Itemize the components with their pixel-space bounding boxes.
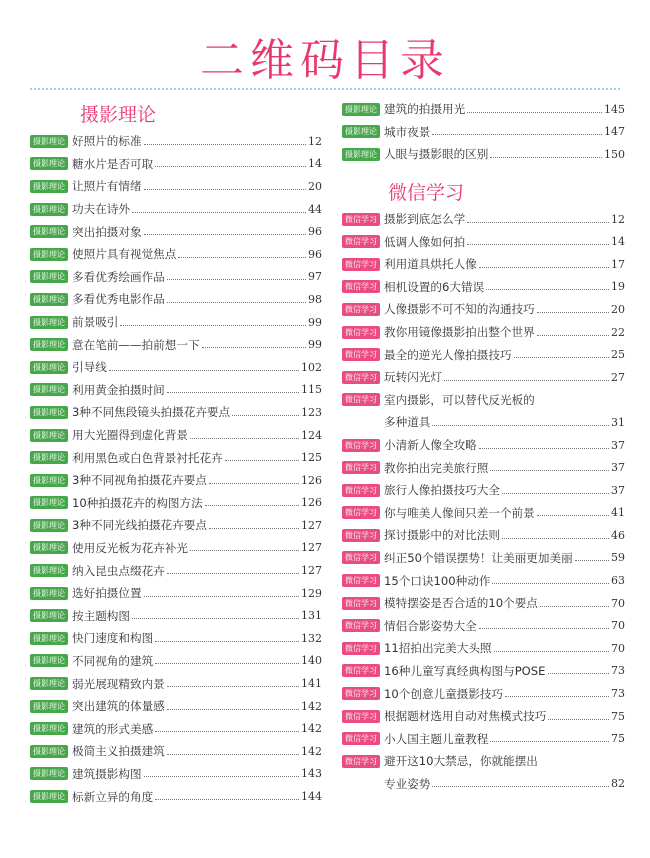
dot-leader (155, 166, 306, 167)
toc-entry[interactable] (30, 379, 322, 402)
page-number: 129 (301, 586, 322, 600)
page-number: 102 (301, 360, 322, 374)
dot-leader (432, 425, 609, 426)
page-number: 142 (301, 744, 322, 758)
page-number: 12 (308, 134, 322, 148)
wechat-list (342, 208, 625, 795)
category-tag: 微信学习 (342, 732, 380, 745)
category-tag: 微信学习 (342, 710, 380, 723)
category-tag: 微信学习 (342, 664, 380, 677)
page-number: 20 (611, 302, 625, 316)
entry-title: 利用道具烘托人像 (384, 257, 477, 272)
entry-title: 前景吸引 (72, 315, 119, 330)
entry-title: 16种儿童写真经典构图与POSE (384, 663, 546, 678)
entry-title: 意在笔前——拍前想一下 (72, 337, 200, 352)
dot-leader (144, 596, 299, 597)
page-number: 82 (611, 777, 625, 791)
page-number: 46 (611, 528, 625, 542)
category-tag: 摄影理论 (30, 361, 68, 374)
category-tag: 摄影理论 (30, 429, 68, 442)
entry-title: 探讨摄影中的对比法则 (384, 528, 500, 543)
entry-title: 利用黑色或白色背景衬托花卉 (72, 450, 223, 465)
toc-entry-continued[interactable] (342, 411, 625, 434)
category-tag: 摄影理论 (30, 677, 68, 690)
page-number: 75 (611, 732, 625, 746)
toc-entry[interactable] (342, 502, 625, 525)
dot-leader (190, 550, 299, 551)
category-tag: 微信学习 (342, 574, 380, 587)
toc-entry[interactable] (30, 582, 322, 605)
entry-title: 选好拍摄位置 (72, 586, 142, 601)
page-number: 37 (611, 483, 625, 497)
toc-entry[interactable] (342, 569, 625, 592)
dot-leader (144, 776, 299, 777)
toc-entry[interactable] (30, 401, 322, 424)
dot-leader (225, 460, 299, 461)
page-number: 59 (611, 551, 625, 565)
toc-entry[interactable] (30, 469, 322, 492)
page-number: 96 (308, 225, 322, 239)
toc-entry[interactable] (342, 143, 625, 166)
toc-entry[interactable] (30, 243, 322, 266)
toc-entry[interactable] (30, 650, 322, 673)
entry-title: 不同视角的建筑 (72, 653, 154, 668)
dot-leader (144, 189, 306, 190)
dot-leader (502, 538, 609, 539)
toc-entry[interactable] (30, 604, 322, 627)
entry-title: 10个创意儿童摄影技巧 (384, 686, 504, 701)
toc-entry[interactable] (30, 446, 322, 469)
page-number: 31 (611, 415, 625, 429)
category-tag: 摄影理论 (342, 103, 380, 116)
section-heading-theory: 摄影理论 (80, 104, 157, 126)
category-tag: 摄影理论 (30, 406, 68, 419)
entry-title: 教你拍出完美旅行照 (384, 460, 489, 475)
page-number: 97 (308, 270, 322, 284)
toc-entry[interactable] (30, 153, 322, 176)
page-title: 二维码目录 (200, 35, 450, 86)
entry-title: 根据题材选用自动对焦模式技巧 (384, 709, 547, 724)
dot-leader (537, 335, 609, 336)
category-tag: 微信学习 (342, 597, 380, 610)
right-column (342, 98, 625, 795)
left-column (30, 98, 322, 808)
dot-leader (155, 731, 299, 732)
entry-title: 功夫在诗外 (72, 202, 130, 217)
page-number: 142 (301, 699, 322, 713)
entry-title: 3种不同视角拍摄花卉要点 (72, 473, 207, 488)
category-tag: 摄影理论 (30, 316, 68, 329)
dot-leader (132, 212, 306, 213)
toc-entry[interactable] (342, 637, 625, 660)
entry-title: 人像摄影不可不知的沟通技巧 (384, 302, 535, 317)
dot-leader (467, 222, 609, 223)
category-tag: 微信学习 (342, 439, 380, 452)
category-tag: 摄影理论 (30, 270, 68, 283)
page-number: 140 (301, 654, 322, 668)
page-number: 143 (301, 767, 322, 781)
entry-title: 使用反光板为花卉补光 (72, 540, 188, 555)
entry-title: 旅行人像拍摄技巧大全 (384, 483, 500, 498)
category-tag: 摄影理论 (342, 125, 380, 138)
dot-leader (479, 267, 609, 268)
dot-leader (209, 528, 299, 529)
toc-entry[interactable] (342, 343, 625, 366)
dot-leader (167, 392, 299, 393)
category-tag: 摄影理论 (30, 180, 68, 193)
entry-title: 摄影到底怎么学 (384, 212, 466, 227)
toc-entry[interactable] (342, 750, 625, 773)
category-tag: 摄影理论 (30, 519, 68, 532)
dot-leader (155, 799, 299, 800)
entry-title: 纳入昆虫点缀花卉 (72, 563, 165, 578)
entry-title: 建筑的形式美感 (72, 721, 154, 736)
page-number: 75 (611, 709, 625, 723)
toc-entry[interactable] (30, 740, 322, 763)
category-tag: 摄影理论 (30, 654, 68, 667)
entry-title: 城市夜景 (384, 124, 431, 139)
page-number: 37 (611, 461, 625, 475)
category-tag: 微信学习 (342, 393, 380, 406)
entry-title-continued: 多种道具 (384, 415, 431, 430)
category-tag: 摄影理论 (30, 564, 68, 577)
category-tag: 摄影理论 (30, 745, 68, 758)
category-tag: 微信学习 (342, 755, 380, 768)
toc-entry[interactable] (342, 321, 625, 344)
entry-title: 3种不同焦段镜头拍摄花卉要点 (72, 405, 231, 420)
theory-list (30, 130, 322, 808)
entry-title: 引导线 (72, 360, 107, 375)
category-tag: 摄影理论 (30, 700, 68, 713)
category-tag: 微信学习 (342, 280, 380, 293)
page-number: 96 (308, 247, 322, 261)
dot-leader (202, 347, 306, 348)
entry-title: 利用黄金拍摄时间 (72, 382, 165, 397)
dot-leader (490, 741, 609, 742)
toc-entry[interactable] (342, 298, 625, 321)
page-number: 127 (301, 564, 322, 578)
page-number: 142 (301, 722, 322, 736)
toc-entry[interactable] (342, 682, 625, 705)
page-number: 63 (611, 574, 625, 588)
toc-entry[interactable] (342, 208, 625, 231)
page-number: 147 (604, 125, 625, 139)
page-number: 27 (611, 370, 625, 384)
entry-title: 建筑摄影构图 (72, 766, 142, 781)
dot-leader (548, 673, 610, 674)
category-tag: 微信学习 (342, 551, 380, 564)
entry-title: 最全的逆光人像拍摄技巧 (384, 347, 512, 362)
entry-title: 让照片有情绪 (72, 179, 142, 194)
dot-leader (132, 618, 299, 619)
page-number: 123 (301, 405, 322, 419)
dot-leader (190, 438, 299, 439)
dot-leader (548, 719, 609, 720)
page-number: 14 (308, 157, 322, 171)
entry-title: 突出建筑的体量感 (72, 699, 165, 714)
category-tag: 摄影理论 (342, 148, 380, 161)
toc-entry[interactable] (342, 230, 625, 253)
entry-title: 15个口诀100种动作 (384, 573, 491, 588)
page-number: 145 (604, 102, 625, 116)
dot-leader (167, 279, 306, 280)
entry-title: 弱光展现精致内景 (72, 676, 165, 691)
category-tag: 摄影理论 (30, 135, 68, 148)
toc-entry[interactable] (30, 175, 322, 198)
page-number: 19 (611, 280, 625, 294)
toc-entry[interactable] (342, 456, 625, 479)
toc-entry[interactable] (30, 266, 322, 289)
toc-entry[interactable] (342, 705, 625, 728)
toc-entry[interactable] (30, 356, 322, 379)
dot-leader (479, 448, 609, 449)
toc-entry-continued[interactable] (342, 773, 625, 796)
category-tag: 微信学习 (342, 461, 380, 474)
category-tag: 摄影理论 (30, 767, 68, 780)
dot-leader (155, 663, 299, 664)
category-tag: 微信学习 (342, 687, 380, 700)
toc-entry[interactable] (342, 434, 625, 457)
toc-entry[interactable] (30, 627, 322, 650)
entry-title: 10种拍摄花卉的构图方法 (72, 495, 203, 510)
toc-entry[interactable] (30, 717, 322, 740)
entry-title: 建筑的拍摄用光 (384, 102, 466, 117)
dot-leader (167, 302, 306, 303)
dot-leader (467, 112, 602, 113)
category-tag: 微信学习 (342, 619, 380, 632)
toc-entry[interactable] (30, 492, 322, 515)
dot-leader (492, 583, 609, 584)
category-tag: 微信学习 (342, 235, 380, 248)
category-tag: 微信学习 (342, 484, 380, 497)
entry-title: 室内摄影，可以替代反光板的 (384, 392, 535, 407)
toc-entry[interactable] (342, 276, 625, 299)
page-number: 99 (308, 315, 322, 329)
dot-leader (537, 515, 609, 516)
entry-title: 纠正50个错误摆势！让美丽更加美丽 (384, 550, 573, 565)
entry-title: 3种不同光线拍摄花卉要点 (72, 518, 207, 533)
category-tag: 微信学习 (342, 506, 380, 519)
entry-title: 情侣合影姿势大全 (384, 618, 477, 633)
toc-entry[interactable] (30, 559, 322, 582)
entry-title: 使照片具有视觉焦点 (72, 247, 177, 262)
category-tag: 摄影理论 (30, 225, 68, 238)
dot-leader (120, 325, 306, 326)
page-number: 14 (611, 235, 625, 249)
page-number: 44 (308, 202, 322, 216)
toc-entry[interactable] (342, 592, 625, 615)
category-tag: 微信学习 (342, 371, 380, 384)
dot-leader (540, 606, 609, 607)
page-number: 73 (611, 664, 625, 678)
page-number: 125 (301, 451, 322, 465)
page-number: 99 (308, 338, 322, 352)
dot-leader (505, 696, 609, 697)
page-number: 132 (301, 631, 322, 645)
entry-title: 多看优秀绘画作品 (72, 269, 165, 284)
page-number: 37 (611, 438, 625, 452)
dot-leader (155, 641, 299, 642)
dot-leader (144, 144, 306, 145)
toc-entry[interactable] (30, 220, 322, 243)
dot-leader (467, 244, 609, 245)
page-number: 25 (611, 348, 625, 362)
entry-title: 教你用镜像摄影拍出整个世界 (384, 325, 535, 340)
category-tag: 摄影理论 (30, 338, 68, 351)
page-number: 41 (611, 506, 625, 520)
toc-entry[interactable] (30, 424, 322, 447)
toc-entry[interactable] (30, 198, 322, 221)
toc-entry[interactable] (30, 763, 322, 786)
category-tag: 微信学习 (342, 326, 380, 339)
page-number: 126 (301, 473, 322, 487)
section-heading-wechat: 微信学习 (388, 181, 465, 204)
page-number: 17 (611, 257, 625, 271)
toc-entry[interactable] (342, 660, 625, 683)
toc-entry[interactable] (342, 479, 625, 502)
page-number: 144 (301, 790, 322, 804)
dot-leader (109, 370, 299, 371)
entry-title: 小清新人像全攻略 (384, 438, 477, 453)
category-tag: 摄影理论 (30, 587, 68, 600)
category-tag: 微信学习 (342, 258, 380, 271)
entry-title: 玩转闪光灯 (384, 370, 442, 385)
toc-entry[interactable] (342, 547, 625, 570)
dot-leader (502, 493, 609, 494)
page-number: 22 (611, 325, 625, 339)
entry-title: 相机设置的6大错误 (384, 279, 485, 294)
dot-leader (178, 257, 306, 258)
dot-leader (444, 380, 609, 381)
dot-leader (432, 134, 602, 135)
entry-title: 糖水片是否可取 (72, 156, 154, 171)
toc-entry[interactable] (342, 121, 625, 144)
category-tag: 微信学习 (342, 213, 380, 226)
page-number: 70 (611, 619, 625, 633)
dot-leader (209, 483, 299, 484)
page-number: 98 (308, 292, 322, 306)
entry-title: 标新立异的角度 (72, 789, 154, 804)
dot-leader (232, 415, 299, 416)
page-number: 150 (604, 147, 625, 161)
toc-entry[interactable] (30, 695, 322, 718)
category-tag: 摄影理论 (30, 632, 68, 645)
category-tag: 微信学习 (342, 642, 380, 655)
title-divider (30, 88, 620, 90)
toc-entry[interactable] (342, 614, 625, 637)
page-number: 127 (301, 541, 322, 555)
entry-title: 按主题构图 (72, 608, 130, 623)
dot-leader (167, 709, 299, 710)
dot-leader (514, 357, 609, 358)
dot-leader (486, 289, 609, 290)
entry-title: 多看优秀电影作品 (72, 292, 165, 307)
dot-leader (432, 786, 609, 787)
dot-leader (205, 505, 299, 506)
section-spacer (342, 166, 625, 176)
category-tag: 摄影理论 (30, 157, 68, 170)
category-tag: 摄影理论 (30, 474, 68, 487)
page-number: 73 (611, 687, 625, 701)
dot-leader (167, 754, 299, 755)
page-number: 131 (301, 609, 322, 623)
category-tag: 摄影理论 (30, 383, 68, 396)
entry-title: 人眼与摄影眼的区别 (384, 147, 489, 162)
entry-title: 11招拍出完美大头照 (384, 641, 492, 656)
toc-entry[interactable] (342, 366, 625, 389)
entry-title: 避开这10大禁忌，你就能摆出 (384, 754, 538, 769)
page-number: 70 (611, 641, 625, 655)
page-number: 20 (308, 179, 322, 193)
entry-title-continued: 专业姿势 (384, 776, 431, 791)
toc-entry[interactable] (342, 389, 625, 412)
entry-title: 你与唯美人像间只差一个前景 (384, 505, 535, 520)
dot-leader (537, 312, 609, 313)
entry-title: 模特摆姿是否合适的10个要点 (384, 596, 538, 611)
page-number: 115 (301, 383, 322, 397)
entry-title: 快门速度和构图 (72, 631, 154, 646)
page-number: 124 (301, 428, 322, 442)
category-tag: 摄影理论 (30, 293, 68, 306)
entry-title: 小人国主题儿童教程 (384, 731, 489, 746)
category-tag: 微信学习 (342, 529, 380, 542)
category-tag: 摄影理论 (30, 496, 68, 509)
entry-title: 用大光圈得到虚化背景 (72, 428, 188, 443)
category-tag: 摄影理论 (30, 248, 68, 261)
entry-title: 好照片的标准 (72, 134, 142, 149)
entry-title: 极简主义拍摄建筑 (72, 744, 165, 759)
dot-leader (490, 157, 602, 158)
entry-title: 低调人像如何拍 (384, 234, 466, 249)
toc-entry[interactable] (30, 514, 322, 537)
dot-leader (144, 234, 306, 235)
page-number: 70 (611, 596, 625, 610)
toc-entry[interactable] (342, 98, 625, 121)
category-tag: 摄影理论 (30, 451, 68, 464)
category-tag: 微信学习 (342, 348, 380, 361)
dot-leader (167, 686, 299, 687)
toc-entry[interactable] (30, 288, 322, 311)
dot-leader (167, 573, 299, 574)
dot-leader (490, 470, 609, 471)
toc-entry[interactable] (30, 672, 322, 695)
theory-list-continued (342, 98, 625, 166)
category-tag: 摄影理论 (30, 790, 68, 803)
page-number: 126 (301, 496, 322, 510)
category-tag: 摄影理论 (30, 541, 68, 554)
category-tag: 摄影理论 (30, 609, 68, 622)
toc-entry[interactable] (30, 785, 322, 808)
toc-entry[interactable] (30, 311, 322, 334)
dot-leader (494, 651, 609, 652)
page-number: 127 (301, 518, 322, 532)
toc-entry[interactable] (30, 333, 322, 356)
dot-leader (479, 628, 609, 629)
toc-entry[interactable] (342, 727, 625, 750)
toc-entry[interactable] (342, 253, 625, 276)
entry-title: 突出拍摄对象 (72, 224, 142, 239)
dot-leader (575, 560, 609, 561)
toc-entry[interactable] (342, 524, 625, 547)
category-tag: 摄影理论 (30, 203, 68, 216)
page-number: 12 (611, 212, 625, 226)
toc-entry[interactable] (30, 537, 322, 560)
category-tag: 微信学习 (342, 303, 380, 316)
page-number: 141 (301, 677, 322, 691)
toc-entry[interactable] (30, 130, 322, 153)
category-tag: 摄影理论 (30, 722, 68, 735)
